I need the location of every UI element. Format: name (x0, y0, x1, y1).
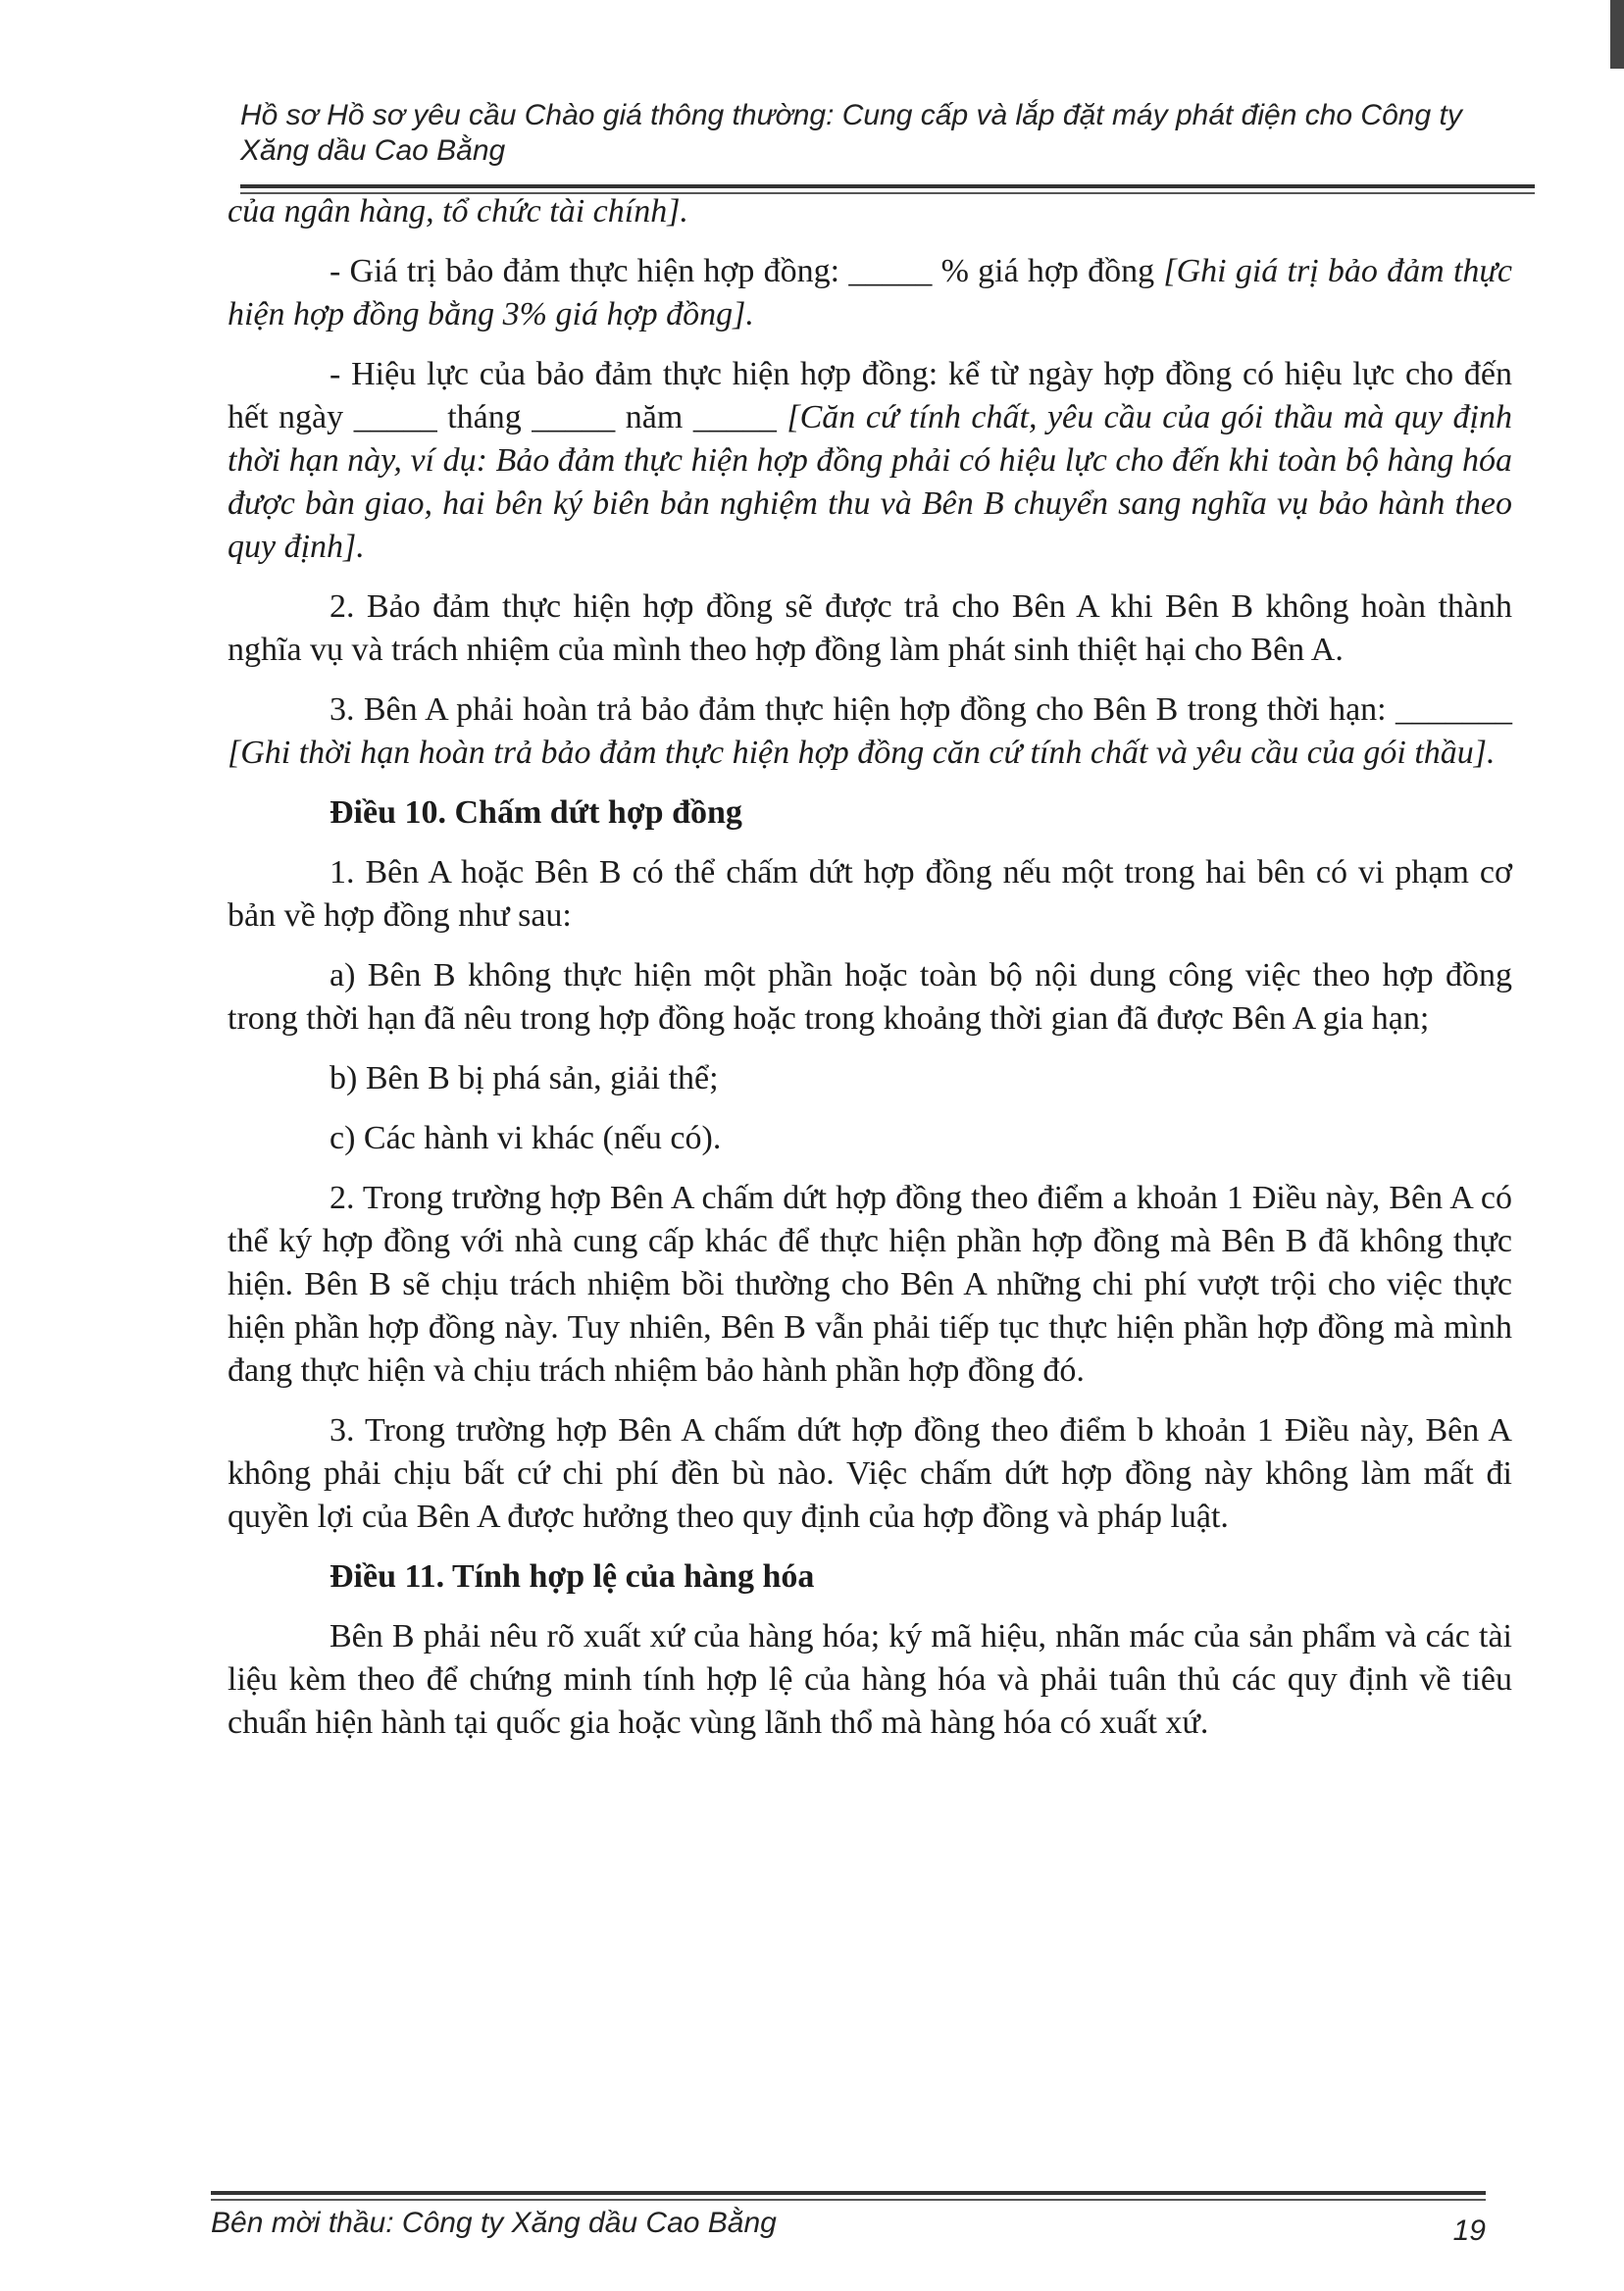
clause-3-text: 3. Bên A phải hoàn trả bảo đảm thực hiện hợp đồng cho Bên B trong thời hạn: (330, 691, 1396, 728)
paragraph-art10-clause-3: 3. Trong trường hợp Bên A chấm dứt hợp đồng theo điểm b khoản 1 Điều này, Bên A không phải chịu bất cứ chi phí đền bù nào. Việc chấm dứt hợp đồng này không làm mất đi quyền lợi của Bên A được hưởng theo quy định của hợp đồng và pháp luật. (228, 1412, 1512, 1535)
validity-text-a: - Hiệu lực của bảo đảm thực hiện hợp đồng: kể từ ngày hợp đồng có hiệu lực cho đến hết ngày (228, 356, 1512, 435)
paragraph-clause-3 (228, 688, 1512, 775)
clause-3-blank: _______ (1396, 691, 1512, 728)
header-line-1: Hồ sơ Hồ sơ yêu cầu Chào giá thông thường: Cung cấp và lắp đặt máy phát điện cho Công ty (240, 99, 1462, 131)
guarantee-value-text: - Giá trị bảo đảm thực hiện hợp đồng: (330, 253, 849, 289)
validity-day-blank: _____ (353, 399, 437, 435)
validity-note: [Căn cứ tính chất, yêu cầu của gói thầu mà quy định thời hạn này, ví dụ: Bảo đảm thực hiện hợp đồng phải có hiệu lực cho đến khi toàn bộ hàng hóa được bàn giao, hai bên ký biên bản nghiệm thu và Bên B chuyển sang nghĩa vụ bảo hành theo quy định]. (228, 399, 1512, 565)
paragraph-art10-item-a: a) Bên B không thực hiện một phần hoặc toàn bộ nội dung công việc theo hợp đồng trong thời hạn đã nêu trong hợp đồng hoặc trong khoảng thời gian đã được Bên A gia hạn; (228, 957, 1512, 1037)
paragraph-clause-2: 2. Bảo đảm thực hiện hợp đồng sẽ được trả cho Bên A khi Bên B không hoàn thành nghĩa vụ và trách nhiệm của mình theo hợp đồng làm phát sinh thiệt hại cho Bên A. (228, 588, 1512, 668)
guarantee-value-note: [Ghi giá trị bảo đảm thực hiện hợp đồng bằng 3% giá hợp đồng]. (228, 253, 1513, 332)
header-rule (240, 184, 1535, 188)
validity-month-blank: _____ (532, 399, 616, 435)
page-header (240, 98, 1525, 169)
page-footer (211, 2207, 1486, 2247)
continuation-text: của ngân hàng, tổ chức tài chính]. (228, 193, 688, 229)
validity-text-c: năm (615, 399, 693, 435)
scan-edge-mark (1610, 0, 1624, 69)
paragraph-art10-item-b: b) Bên B bị phá sản, giải thể; (330, 1060, 719, 1096)
page-body (228, 190, 1512, 1761)
paragraph-guarantee-value (228, 250, 1512, 336)
paragraph-art10-clause-1: 1. Bên A hoặc Bên B có thể chấm dứt hợp đồng nếu một trong hai bên có vi phạm cơ bản về hợp đồng như sau: (228, 854, 1512, 934)
heading-article-11: Điều 11. Tính hợp lệ của hàng hóa (330, 1558, 815, 1595)
clause-3-note: [Ghi thời hạn hoàn trả bảo đảm thực hiện hợp đồng căn cứ tính chất và yêu cầu của gói thầu]. (228, 735, 1496, 771)
paragraph-art10-item-c: c) Các hành vi khác (nếu có). (330, 1120, 722, 1156)
validity-year-blank: _____ (692, 399, 777, 435)
footer-rule (211, 2191, 1486, 2195)
paragraph-guarantee-validity (228, 353, 1512, 569)
validity-text-b: tháng (436, 399, 533, 435)
heading-article-10: Điều 10. Chấm dứt hợp đồng (330, 794, 742, 831)
guarantee-value-blank: _____ (848, 253, 933, 289)
guarantee-value-percent-text: % giá hợp đồng (932, 253, 1164, 289)
header-line-2: Xăng dầu Cao Bằng (240, 134, 506, 167)
paragraph-art11: Bên B phải nêu rõ xuất xứ của hàng hóa; ký mã hiệu, nhãn mác của sản phẩm và các tài liệu kèm theo để chứng minh tính hợp lệ của hàng hóa và phải tuân thủ các quy định về tiêu chuẩn hiện hành tại quốc gia hoặc vùng lãnh thổ mà hàng hóa có xuất xứ. (228, 1618, 1512, 1741)
paragraph-continuation (228, 190, 1512, 233)
footer-text: Bên mời thầu: Công ty Xăng dầu Cao Bằng (211, 2207, 777, 2239)
page-number: 19 (1452, 2215, 1486, 2247)
paragraph-art10-clause-2: 2. Trong trường hợp Bên A chấm dứt hợp đồng theo điểm a khoản 1 Điều này, Bên A có thể ký hợp đồng với nhà cung cấp khác để thực hiện phần hợp đồng mà Bên B đã không thực hiện. Bên B sẽ chịu trách nhiệm bồi thường cho Bên A những chi phí vượt trội cho việc thực hiện phần hợp đồng này. Tuy nhiên, Bên B vẫn phải tiếp tục thực hiện phần hợp đồng mà mình đang thực hiện và chịu trách nhiệm bảo hành phần hợp đồng đó. (228, 1180, 1512, 1389)
